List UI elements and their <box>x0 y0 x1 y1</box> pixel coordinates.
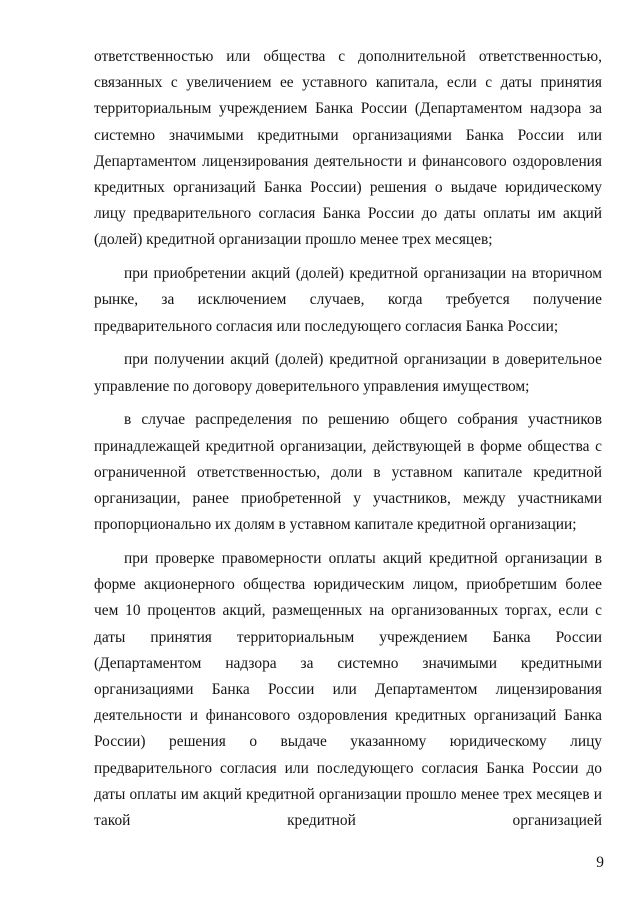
paragraph-payment-verification: при проверке правомерности оплаты акций кредитной организации в форме акционерного общества юридическим лицом, приобретшим более чем 10 процентов акций, размещенных на организованных торгах, если с даты принятия территориальным учреждением Банка России (Департаментом надзора за системно значимыми кредитными организациями Банка России или Департаментом лицензирования деятельности и финансового оздоровления кредитных организаций Банка России) решения о выдаче указанному юридическому лицу предварительного согласия или последующего согласия Банка России до даты оплаты им акций кредитной организации прошло менее трех месяцев и такой кредитной организацией <box>94 550 602 830</box>
page-number: 9 <box>596 854 604 871</box>
paragraph-share-distribution: в случае распределения по решению общего собрания участников принадлежащей кредитной организации, действующей в форме общества с ограниченной ответственностью, доли в уставном капитале кредитной организации, ранее приобретенной у участников, между участниками пропорционально их долям в уставном капитале кредитной организации; <box>94 411 602 534</box>
paragraph-trust-management: при получении акций (долей) кредитной организации в доверительное управление по договору доверительного управления имуществом; <box>94 351 602 395</box>
document-body <box>94 44 602 842</box>
paragraph-continuation: ответственностью или общества с дополнительной ответственностью, связанных с увеличением ее уставного капитала, если с даты принятия территориальным учреждением Банка России (Департаментом надзора за системно значимыми кредитными организациями Банка России или Департаментом лицензирования деятельности и финансового оздоровления кредитных организаций Банка России) решения о выдаче юридическому лицу предварительного согласия Банка России до даты оплаты им акций (долей) кредитной организации прошло менее трех месяцев; <box>94 48 602 249</box>
paragraph-secondary-market: при приобретении акций (долей) кредитной организации на вторичном рынке, за исключением случаев, когда требуется получение предварительного согласия или последующего согласия Банка России; <box>94 265 602 335</box>
